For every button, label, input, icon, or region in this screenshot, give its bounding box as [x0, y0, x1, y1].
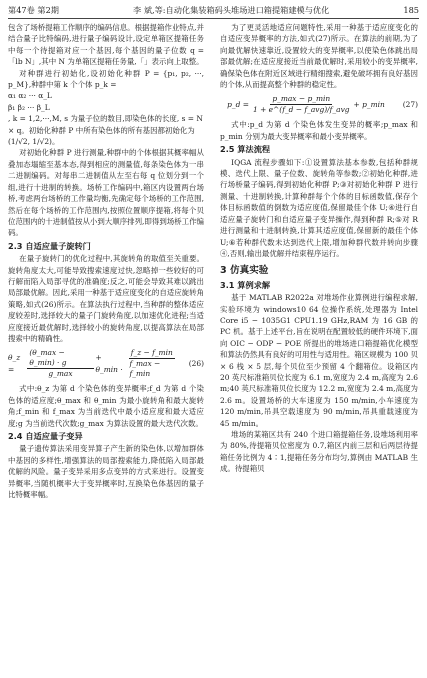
- equation-26: θ_z = $\frac{(\theta\_\max - \theta\_\min) \cdot g}{g\_\max}$ + θ_min · $\frac{f\_z - f\_\min}{f\_\max - f\_\min}$ (26): [8, 348, 204, 379]
- equation-27: p_d = $\frac{p\_\max - p\_\min}{\text{1 + e\textasciicircum{}(f\_d − f\_avg)/f\_avg}}$ + p_min (27): [227, 94, 418, 115]
- paragraph: 为了更灵活地适应问题特性,采用一种基于适应度变化的自适应变异概率的方法,如式(27)所示。在算法的前期,为了向最优解快速靠近,设置较大的变异概率,以使染色体跳出局部最优解;在适应度接近当前最优解时,采用较小的变异概率,确保染色体在附近区域进行精细搜索,避免破坏拥有良好基因的个体,从而提高整个种群的稳定性。: [220, 23, 418, 90]
- right-column: [220, 22, 418, 475]
- paragraph: 式中:θ_z 为第 d 个染色体的变异概率;f_d 为第 d 个染色体的适应度;θ_max 和 θ_min 为最小旋转角和最大旋转角;f_min 和 f_max 为当前迭代中最小适应度和最大适应度;g 为当前迭代次数;g_max 为算法设置的最大迭代次数。: [8, 384, 204, 428]
- paragraph: IQGA 流程步骤如下:①设置算法基本参数,包括种群规模、迭代上限、量子位数、旋转角等参数;②初始化种群,进行场桥量子编码,得到初始化种群 P;③对初始化种群 P 进行测量、十进制转换,计算种群每个个体的目标函数值,保存个体目标函数值的倒数为适应度值,保留最佳个体 U;④进行自适应量子旋转门和自适应量子变异操作,得到种群 R;⑤对 R 进行测量和十进制转换,计算其适应度值,保留新的最佳个体 U;⑥若种群代数未达到迭代上限,增加种群代数并转向步骤④,否则,输出最优解并结束程序运行。: [220, 157, 418, 258]
- section-heading: 3.1 算例求解: [220, 279, 271, 290]
- running-title: 李 斌,等:自动化集装箱码头堆场进口箱提箱建模与优化: [133, 4, 330, 15]
- paragraph: 量子遗传算法采用变异算子产生新的染色体,以增加群体中基因的多样性,增强算法的局部搜索能力,降低陷入局部最优解的风险。量子变异采用多点变异的方式来进行。设置变异概率,当随机概率大于变异概率时,互换染色体基因的量子比特概率幅。: [8, 444, 204, 500]
- paragraph: 堆场的某箱区共有 240 个进口箱提箱任务,设堆场利用率为 80%,待提箱贝位密度为 0.7,箱区内前三层和后两层待提箱任务比例为 4∶1,提箱任务分布均匀,算例由 MATLAB 生成。待提箱贝: [220, 430, 418, 474]
- section-heading: 2.5 算法流程: [220, 144, 271, 155]
- equation-number: (27): [402, 100, 418, 110]
- page-number: 185: [403, 5, 419, 15]
- paragraph: 包含了场桥提箱工作顺序的编码信息。根据提箱作业特点,并结合量子比特编码,进行量子编码设计,设定单箱区提箱任务中每一个待提箱对应一个基因,每个基因的量子位数 q =「lb N」,其中 N 为单箱区提箱任务量,「」表示向上取整。: [8, 23, 204, 67]
- paragraph: 在量子旋转门的优化过程中,其旋转角的取值至关重要。旋转角度太大,可能导致搜索速度过快,忽略掉一些较好的可行解而陷入局部寻优的准确度;反之,可能会导致其难以跳出局部最优解。因此,采用一种基于适应度变化的自适应旋转角策略,如式(26)所示。在算法执行过程中,当种群的整体适应度较差时,选择较大的量子门旋转角度,以加速优化进程;当适应度接近最优解时,选择较小的旋转角度,以提高算法在局部搜索中的精确性。: [8, 254, 204, 343]
- left-column: 包含了场桥提箱工作顺序的编码信息。根据提箱作业特点,并结合量子比特编码,进行量子编码设计,设定单箱区提箱任务中每一个待提箱对应一个基因,每个基因的量子位数 q =「lb N」,其中 N 为单箱区提箱任务量,「」表示向上取整。 对种群进行初始化,设初始化种群 P = {p₁, p₂, ···, p_M},种群中第 k 个个体 p_k = α₁ α₂ ··· α_L β₁ β₂ ··· β_L , k = 1,2,···,M, s 为量子位的数目,即染色体的长度, s = N × q。初始化种群 P 中所有染色体的所有基因都初始化为 (1/√2, 1/√2)。 对初始化种群 P 进行测量,种群中的个体根据其概率幅从叠加态塌缩至基本态,得到相应的测量值,每条染色体为一串二进制编码。对每串二进制值从左至右每 q 位划分到一个组,进行十进制的转换。场桥工作编码中,箱区内设置两台场桥,考虑两台场桥的工作量均衡,先确定每个场桥的工作范围,然后在每个场桥的工作范围内,按照位置顺序提箱,将每个贝位范围内的十进制值按从小到大顺序排列,即得到场桥工作编码。 2.3 自适应量子旋转门 在量子旋转门的优化过程中,其旋转角的取值至关重要。旋转角度太大,可能导致搜索速度过快,忽略掉一些较好的可行解而陷入局部寻优的准确度;反之,可能会导致其难以跳出局部最优解。因此,采用一种基于适应度变化的自适应旋转角策略,如式(26)所示。在算法执行过程中,当种群的整体适应度较差时,选择较大的量子门旋转角度,以加速优化进程;当适应度接近最优解时,选择较小的旋转角度,以提高算法在局部搜索中的精确性。 θ_z = $\frac{(\theta\_\max - \theta\_\min) \cdot g}{g\_\max}$ + θ_min · $\frac{f\_z - f\_\min}{f\_\max - f\_\min}$ (26) 式中:θ_z 为第 d 个染色体的变异概率;f_d 为第 d 个染色体的适应度;θ_max 和 θ_min 为最小旋转角和最大旋转角;f_min 和 f_max 为当前迭代中最小适应度和最大适应度;g 为当前迭代次数;g_max 为算法设置的最大迭代次数。 2.4 自适应量子变异 量子遗传算法采用变异算子产生新的染色体,以增加群体中基因的多样性,增强算法的局部搜索能力,降低陷入局部最优解的风险。量子变异采用多点变异的方式来进行。设置变异概率,当随机概率大于变异概率时,互换染色体基因的量子比特概率幅。: [8, 23, 204, 500]
- paragraph: 对种群进行初始化,设初始化种群 P = {p₁, p₂, ···, p_M},种群中第 k 个个体 p_k =: [8, 68, 204, 90]
- paragraph: 基于 MATLAB R2022a 对堆场作业算例进行编程求解,实验环境为 windows10 64 位操作系统,处理器为 Intel Core i5 − 1035G1 CPU1.19 GHz,RAM 为 16 GB 的 PC 机。基于上述平台,旨在说明在配置较低的硬件环境下,面向 OIC − ODP − POE 所提出的堆场进口箱提箱优化模型和算法仍然具有良好的可用性与适用性。箱区规模为 100 贝 × 6 栈 × 5 层,每个贝位至少预留 4 个翻箱位。设箱区内 20 英尺标准箱贝位长度为 6.1 m,宽度为 2.4 m,高度为 2.6 m;40 英尺标准箱贝位长度为 12.2 m,宽度为 2.4 m,高度为 2.6 m。设置场桥的大车速度为 150 m/min,小车速度为 120 m/min,吊具空载速度为 90 m/min,吊具重载速度为 45 m/min。: [220, 293, 418, 428]
- running-header: [8, 2, 419, 19]
- paragraph: 式中:p_d 为第 d 个染色体发生变异的概率;p_max 和 p_min 分别为最大变异概率和最小变异概率。: [220, 120, 418, 141]
- chapter-heading: 3 仿真实验: [220, 265, 269, 277]
- section-heading: 2.4 自适应量子变异: [8, 431, 83, 441]
- paragraph: 对初始化种群 P 进行测量,种群中的个体根据其概率幅从叠加态塌缩至基本态,得到相应的测量值,每条染色体为一串二进制编码。对每串二进制值从左至右每 q 位划分到一个组,进行十进制的转换。场桥工作编码中,箱区内设置两台场桥,考虑两台场桥的工作量均衡,先确定每个场桥的工作范围,然后在每个场桥的工作范围内,按照位置顺序提箱,将每个贝位范围内的十进制值按从小到大顺序排列,即得到场桥工作编码。: [8, 148, 204, 238]
- section-heading: 2.3 自适应量子旋转门: [8, 240, 91, 251]
- journal-volume: 第47卷 第2期: [8, 4, 59, 15]
- equation-number: (26): [188, 359, 204, 369]
